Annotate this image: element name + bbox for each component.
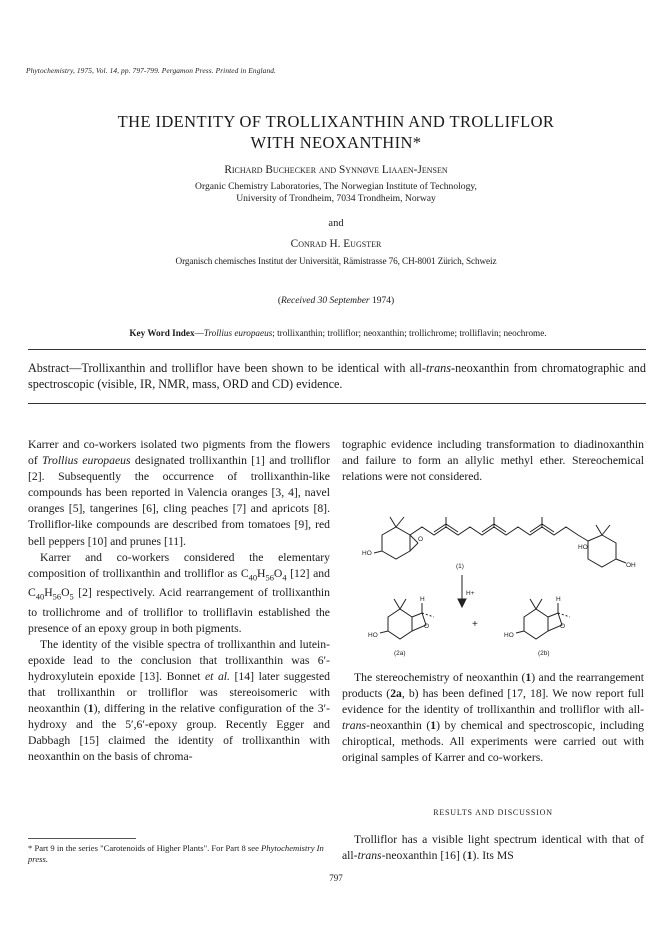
page-number: 797 bbox=[329, 873, 343, 883]
product-2a-oh-bond bbox=[380, 631, 388, 633]
chemical-scheme bbox=[342, 505, 644, 661]
abstract bbox=[28, 360, 646, 392]
compound-ref-1b: 1 bbox=[525, 671, 532, 684]
scheme-ho-4: HO bbox=[504, 632, 514, 639]
received-day-month: 30 September bbox=[317, 296, 370, 306]
scheme-reagent: H+ bbox=[466, 590, 475, 597]
product-2a-methyl-1 bbox=[394, 599, 400, 609]
scheme-h-1: H bbox=[420, 596, 425, 603]
epoxide-bond-2 bbox=[410, 543, 418, 551]
right-p3-text-a: Trolliflor has a visible light spectrum identical with that of all- bbox=[342, 833, 644, 863]
right-column-results bbox=[342, 832, 644, 864]
left-paragraph-3 bbox=[28, 637, 330, 766]
right-p2-text-c: , b) has been defined [17, 18]. We now report full evidence for the identity of trollixanthin and trolliflor with all- bbox=[342, 687, 644, 717]
scheme-label-1: (1) bbox=[456, 563, 464, 570]
product-2b-ring bbox=[524, 609, 548, 639]
right-p2-trans: trans bbox=[342, 719, 367, 733]
formula1-c-count: 40 bbox=[248, 572, 258, 583]
right-ring-methyl-2 bbox=[602, 525, 610, 535]
footnote-journal: Phytochemistry In press. bbox=[28, 843, 324, 864]
right-paragraph-1: tographic evidence including transformation to diadinoxanthin and failure to form an allylic methyl ether. Stereochemical relations were not considered. bbox=[342, 438, 644, 484]
received-year: 1974 bbox=[372, 296, 391, 306]
scheme-o-2: O bbox=[424, 623, 430, 630]
keyword-species: Trollius europaeus bbox=[203, 328, 273, 338]
compound-ref-1d: 1 bbox=[466, 849, 473, 863]
product-2b-methyl-2 bbox=[536, 599, 542, 609]
left-paragraph-1 bbox=[28, 437, 330, 550]
compound-ref-1: 1 bbox=[87, 702, 94, 716]
neoxanthin-right-ring bbox=[588, 535, 616, 567]
right-p3-text-c: ). Its MS bbox=[472, 849, 514, 863]
formula2-o-count: 5 bbox=[69, 591, 74, 602]
formula1-o: O bbox=[273, 566, 283, 580]
formula1-h: H bbox=[257, 566, 266, 580]
product-2a-chain bbox=[422, 613, 434, 617]
footnote bbox=[28, 843, 330, 865]
right-ring-methyl-1 bbox=[596, 525, 602, 535]
affiliation-1-line-2: University of Trondheim, 7034 Trondheim, Norway bbox=[236, 193, 436, 204]
received-date: (Received 30 September 1974) bbox=[277, 296, 395, 306]
abstract-label: Abstract bbox=[28, 361, 70, 375]
formula2-h-count: 56 bbox=[52, 591, 62, 602]
keyword-index-label: Key Word Index bbox=[129, 328, 195, 338]
scheme-oh: OH bbox=[626, 562, 636, 569]
compound-ref-2a: 2a bbox=[390, 687, 402, 701]
abstract-text-b: -neoxanthin from chromatographic and spectroscopic (visible, IR, NMR, mass, ORD and CD) evidence. bbox=[28, 361, 646, 392]
keyword-list: ; trollixanthin; trolliflor; neoxanthin; trollichrome; trolliflavin; neochrome. bbox=[272, 328, 547, 338]
authors-primary: Richard Buchecker and Synnøve Liaaen-Jensen bbox=[224, 164, 448, 176]
product-2b-oh-bond bbox=[516, 631, 524, 633]
formula1-o-count: 4 bbox=[282, 572, 287, 583]
compound-ref-1c: 1 bbox=[430, 719, 437, 733]
title-line-2: WITH NEOXANTHIN* bbox=[250, 133, 422, 152]
scheme-ho-3: HO bbox=[368, 632, 378, 639]
product-2b-chain bbox=[558, 613, 570, 617]
keyword-index: Key Word Index—Trollius europaeus; trollixanthin; trolliflor; neoxanthin; trollichrome; trolliflavin; neochrome. bbox=[129, 328, 547, 338]
scheme-ho-1: HO bbox=[362, 550, 372, 557]
and-separator: and bbox=[328, 218, 344, 229]
rule-below-abstract bbox=[28, 403, 646, 404]
neoxanthin-left-ring bbox=[382, 527, 410, 559]
product-2a-ring bbox=[388, 609, 412, 639]
left-ring-oh-bond bbox=[374, 551, 382, 553]
left-p3-etal: et al. bbox=[204, 669, 230, 683]
epoxide-bond-1 bbox=[410, 535, 418, 543]
right-p3-trans: trans bbox=[357, 849, 382, 863]
paper-title bbox=[60, 111, 612, 153]
affiliation-1 bbox=[60, 181, 612, 205]
journal-reference: Phytochemistry, 1975, Vol. 14, pp. 797-799. Pergamon Press. Printed in England. bbox=[26, 66, 276, 75]
left-p3-text-b: [14] later suggested that trollixanthin or trolliflor was stereoisomeric with neoxanthin ( bbox=[28, 669, 330, 716]
authors-secondary: Conrad H. Eugster bbox=[290, 238, 382, 250]
right-p2-text-a: The stereochemistry of neoxanthin ( bbox=[354, 671, 526, 684]
left-p2-text-a: Karrer and co-workers considered the elementary composition of trollixanthin and trolliflor as C bbox=[28, 550, 330, 580]
left-p3-text-a: The identity of the visible spectra of trollixanthin and lutein-epoxide lead to the conclusion that trollixanthin was 6′-hydroxylutein epoxide [13]. Bonnet bbox=[28, 637, 330, 683]
scheme-ho-2: HO bbox=[578, 544, 588, 551]
product-2b-methyl-1 bbox=[530, 599, 536, 609]
right-p2-text-e: ) by chemical and spectroscopic, including chiroptical, methods. All experiments were carried out with original samples of Karrer and co-workers. bbox=[342, 719, 645, 765]
scheme-plus: + bbox=[472, 619, 478, 630]
scheme-h-2: H bbox=[556, 596, 561, 603]
left-p1-text-b: designated trollixanthin [1] and trolliflor [2]. Subsequently the occurrence of trollixanthin-like compounds has been reported in Valencia oranges [3, 4], navel oranges [5], tangerines [6], cling peaches [7] and apricots [8]. Trolliflor-like compounds are described from tomatoes [9], red bell peppers [10] and prunes [11]. bbox=[28, 454, 330, 548]
right-p2-text-b: ) and the rearrangement products ( bbox=[342, 671, 645, 701]
product-2a-methyl-2 bbox=[400, 599, 406, 609]
abstract-trans: trans bbox=[425, 361, 452, 375]
right-column-bottom bbox=[342, 670, 644, 767]
affiliation-2: Organisch chemisches Institut der Universität, Rämistrasse 76, CH-8001 Zürich, Schweiz bbox=[175, 256, 497, 266]
scheme-o-1: O bbox=[418, 536, 424, 543]
formula2-c-count: 40 bbox=[35, 591, 45, 602]
right-paragraph-2 bbox=[342, 670, 644, 767]
right-p2-text-d: -neoxanthin ( bbox=[366, 719, 431, 733]
affiliation-1-line-1: Organic Chemistry Laboratories, The Norwegian Institute of Technology, bbox=[195, 181, 477, 192]
formula2-h: H bbox=[44, 586, 53, 600]
footnote-text: * Part 9 in the series "Carotenoids of Higher Plants". For Part 8 see bbox=[28, 843, 262, 853]
right-p3-text-b: -neoxanthin [16] ( bbox=[381, 849, 467, 863]
scheme-o-3: O bbox=[560, 623, 566, 630]
rule-above-abstract bbox=[28, 349, 646, 350]
reaction-arrowhead bbox=[458, 599, 466, 607]
abstract-text-a: —Trollixanthin and trolliflor have been shown to be identical with all- bbox=[69, 361, 426, 375]
left-p1-species: Trollius europaeus bbox=[42, 454, 131, 468]
left-p1-text-a: Karrer and co-workers isolated two pigments from the flowers of bbox=[28, 438, 330, 468]
left-paragraph-2 bbox=[28, 550, 330, 637]
right-ring-oh-bond bbox=[616, 559, 626, 563]
left-ring-methyl-1 bbox=[390, 517, 396, 527]
right-paragraph-3 bbox=[342, 832, 644, 864]
left-column bbox=[28, 437, 330, 766]
right-column-top bbox=[342, 437, 644, 485]
left-p3-text-c: ), differing in the relative configuration of the 3′-hydroxy and the 5′,6′-epoxy group. Recently Egger and Dabbagh [15] claimed the identity of trollixanthin with neoxanthin on the basis of chroma- bbox=[28, 702, 330, 764]
left-p2-text-c: [2] respectively. Acid rearrangement of trollixanthin to trollichrome and of trolliflor to trolliflavin established the presence of an epoxy group in both pigments. bbox=[28, 586, 330, 635]
title-line-1: THE IDENTITY OF TROLLIXANTHIN AND TROLLIFLOR bbox=[117, 112, 555, 131]
footnote-rule bbox=[28, 838, 136, 839]
received-label: Received bbox=[280, 296, 316, 306]
left-ring-methyl-2 bbox=[396, 517, 404, 527]
section-heading: RESULTS AND DISCUSSION bbox=[433, 808, 553, 817]
scheme-label-2a: (2a) bbox=[394, 650, 406, 657]
allene-bond bbox=[578, 535, 588, 541]
formula1-h-count: 56 bbox=[265, 572, 274, 583]
formula2-o: O bbox=[61, 586, 70, 600]
left-p2-text-b: [12] and C bbox=[28, 566, 330, 600]
scheme-label-2b: (2b) bbox=[538, 650, 550, 657]
